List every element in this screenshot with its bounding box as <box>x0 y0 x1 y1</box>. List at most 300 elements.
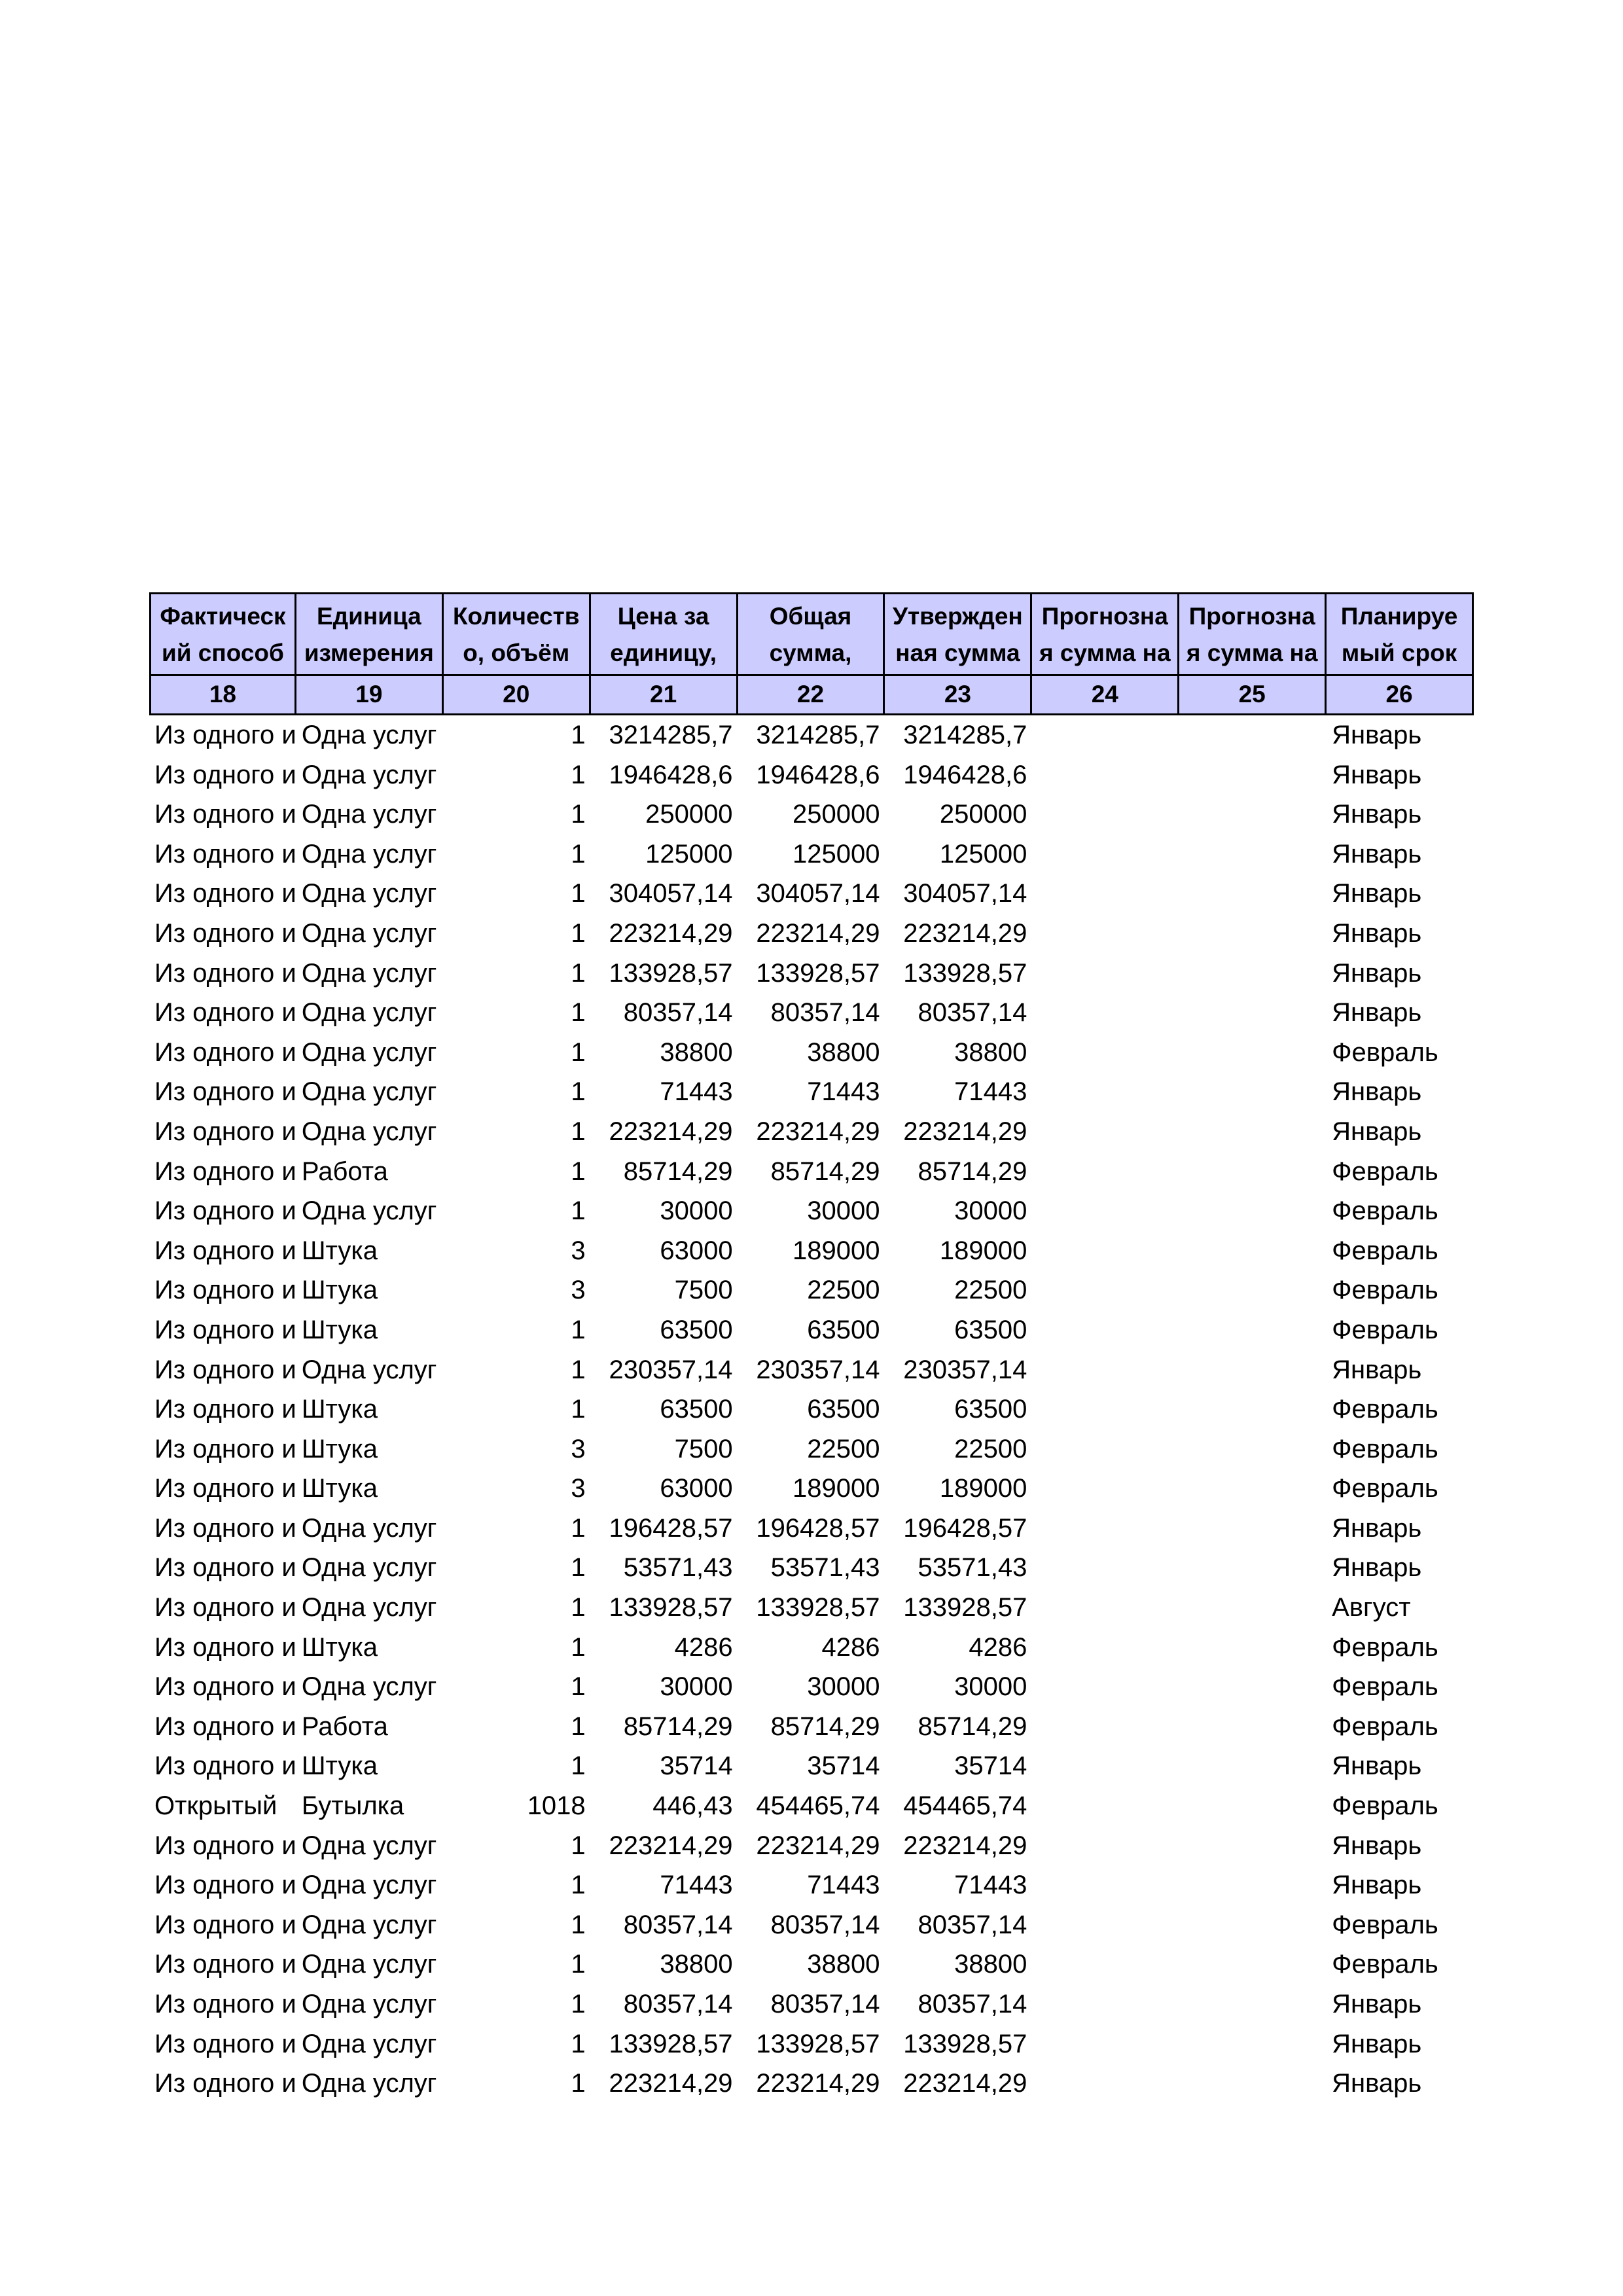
table-cell: Работа <box>301 1157 388 1186</box>
column-number-cell: 19 <box>296 676 444 715</box>
table-cell: Одна услуг <box>301 1117 437 1146</box>
table-cell: Одна услуг <box>301 1990 437 2018</box>
table-cell: Январь <box>1332 1990 1422 2018</box>
table-cell: 1 <box>571 1593 586 1623</box>
table-cell <box>1179 2064 1327 2104</box>
table-row <box>149 795 1474 834</box>
table-cell: 223214,29 <box>609 1831 733 1860</box>
header-cell <box>1032 592 1179 676</box>
table-cell: Из одного и <box>154 1593 296 1623</box>
table-cell <box>1032 1469 1179 1509</box>
table-cell: 133928,57 <box>903 2029 1027 2058</box>
table-cell: 1 <box>571 839 586 869</box>
table-cell: 80357,14 <box>623 1910 733 1939</box>
table-row <box>149 1310 1474 1350</box>
table-row <box>149 1270 1474 1310</box>
table-row <box>149 1231 1474 1271</box>
table-cell <box>1032 715 1179 755</box>
table-cell <box>1179 1072 1327 1112</box>
table-cell: 133928,57 <box>609 958 733 988</box>
table-cell <box>1179 1310 1327 1350</box>
table-row <box>149 1191 1474 1231</box>
column-number-cell: 23 <box>885 676 1032 715</box>
header-cell-line: Утвержден <box>893 603 1023 630</box>
table-cell: Январь <box>1332 800 1422 829</box>
table-cell: 53571,43 <box>623 1553 733 1583</box>
table-cell: 1 <box>571 918 586 948</box>
header-cell-line: Общая <box>769 603 852 630</box>
table-cell: Одна услуг <box>301 1553 437 1583</box>
table-cell: 38800 <box>807 1950 880 1979</box>
table-row <box>149 1548 1474 1588</box>
table-row <box>149 1905 1474 1945</box>
table-cell: 63500 <box>954 1315 1027 1344</box>
table-cell: 196428,57 <box>903 1513 1027 1543</box>
table-cell <box>1179 1112 1327 1152</box>
table-cell: 22500 <box>807 1434 880 1463</box>
table-cell <box>1179 874 1327 914</box>
column-number-cell: 20 <box>444 676 591 715</box>
table-cell: Одна услуг <box>301 839 437 869</box>
column-number-cell: 25 <box>1179 676 1327 715</box>
table-cell: 1 <box>571 1712 586 1741</box>
table-cell: Из одного и <box>154 760 296 789</box>
table-cell: Из одного и <box>154 1434 296 1463</box>
table-cell: 223214,29 <box>756 2069 880 2098</box>
table-cell: 223214,29 <box>903 1831 1027 1860</box>
header-cell <box>738 592 885 676</box>
header-cell <box>885 592 1032 676</box>
table-cell: Январь <box>1332 2029 1422 2058</box>
table-cell: Февраль <box>1332 1712 1438 1741</box>
table-cell: Из одного и <box>154 1632 296 1662</box>
table-cell <box>1032 795 1179 834</box>
table-cell: 30000 <box>660 1196 733 1226</box>
table-cell: 38800 <box>954 1950 1027 1979</box>
table-row <box>149 755 1474 795</box>
table-cell <box>1032 874 1179 914</box>
table-cell: Из одного и <box>154 721 296 749</box>
table-row <box>149 914 1474 954</box>
table-cell: Из одного и <box>154 1157 296 1186</box>
table-cell: Из одного и <box>154 1712 296 1741</box>
table-cell: Из одного и <box>154 1276 296 1305</box>
header-cell <box>591 592 738 676</box>
table-cell <box>1032 1548 1179 1588</box>
table-cell: 80357,14 <box>623 1990 733 2018</box>
table-cell <box>1032 755 1179 795</box>
table-cell <box>1179 1826 1327 1866</box>
table-cell: Штука <box>301 1474 378 1503</box>
table-row <box>149 1390 1474 1429</box>
table-cell: 38800 <box>660 1037 733 1067</box>
table-cell <box>1179 715 1327 755</box>
table-cell: Февраль <box>1332 1434 1438 1463</box>
header-cell <box>444 592 591 676</box>
table-cell: 30000 <box>807 1196 880 1226</box>
table-cell: Из одного и <box>154 1950 296 1979</box>
table-cell: 1 <box>571 1395 586 1424</box>
table-cell <box>1032 954 1179 994</box>
table-cell: Одна услуг <box>301 1672 437 1702</box>
table-cell: 230357,14 <box>903 1355 1027 1384</box>
column-number-cell: 22 <box>738 676 885 715</box>
table-cell: Январь <box>1332 918 1422 948</box>
header-cell-line: единицу, <box>610 639 717 666</box>
table-cell: Одна услуг <box>301 721 437 749</box>
table-cell: 3214285,7 <box>609 721 733 749</box>
table-cell: Одна услуг <box>301 879 437 908</box>
table-cell: Одна услуг <box>301 2069 437 2098</box>
table-cell: Штука <box>301 1276 378 1305</box>
table-cell <box>1179 1191 1327 1231</box>
table-cell: Штука <box>301 1236 378 1265</box>
table-row <box>149 1786 1474 1826</box>
table-cell: 53571,43 <box>770 1553 880 1583</box>
table-cell: 3214285,7 <box>756 721 880 749</box>
table-cell <box>1179 2024 1327 2064</box>
table-row <box>149 1588 1474 1628</box>
table-cell: 1 <box>571 760 586 789</box>
header-cell-line: сумма, <box>769 639 852 666</box>
header-cell-line: о, объём <box>463 639 570 666</box>
table-cell: 223214,29 <box>756 918 880 948</box>
table-row <box>149 1469 1474 1509</box>
table-cell: 30000 <box>807 1672 880 1702</box>
table-cell <box>1179 1469 1327 1509</box>
table-cell: Январь <box>1332 760 1422 789</box>
table-cell: Одна услуг <box>301 1077 437 1107</box>
table-cell: 71443 <box>807 1077 880 1107</box>
table-row <box>149 1112 1474 1152</box>
table-cell: 1 <box>571 1751 586 1781</box>
table-cell: 63500 <box>807 1315 880 1344</box>
table-cell: 223214,29 <box>756 1831 880 1860</box>
table-cell <box>1179 1033 1327 1073</box>
table-row <box>149 1826 1474 1866</box>
header-cell-line: ная сумма <box>895 639 1020 666</box>
table-cell: 4286 <box>674 1632 733 1662</box>
table-cell <box>1179 1548 1327 1588</box>
table-cell: 223214,29 <box>756 1117 880 1146</box>
table-cell: 22500 <box>954 1276 1027 1305</box>
table-row <box>149 715 1474 755</box>
table-cell: 250000 <box>939 800 1027 829</box>
table-cell: Одна услуг <box>301 1355 437 1384</box>
table-row <box>149 1984 1474 2024</box>
table-cell: 7500 <box>674 1276 733 1305</box>
table-cell: Из одного и <box>154 879 296 908</box>
table-cell <box>1032 1270 1179 1310</box>
table-row <box>149 2024 1474 2064</box>
table-cell <box>1179 993 1327 1033</box>
table-cell <box>1032 1905 1179 1945</box>
table-cell: 133928,57 <box>903 1593 1027 1623</box>
table-cell <box>1179 1270 1327 1310</box>
table-cell: Штука <box>301 1395 378 1424</box>
table-cell: Из одного и <box>154 1513 296 1543</box>
table-cell <box>1179 1628 1327 1668</box>
table-cell <box>1179 1667 1327 1707</box>
table-cell <box>1032 1984 1179 2024</box>
header-cell-line: Фактическ <box>160 603 286 630</box>
table-cell: Февраль <box>1332 1315 1438 1344</box>
table-cell: 1 <box>571 879 586 908</box>
header-cell <box>1327 592 1474 676</box>
table-cell: 1 <box>571 1831 586 1860</box>
table-cell: 63500 <box>807 1395 880 1424</box>
header-cell-line: Единица <box>316 603 421 630</box>
table-cell: 3214285,7 <box>903 721 1027 749</box>
table-cell: Одна услуг <box>301 1593 437 1623</box>
table-cell: 125000 <box>645 839 733 869</box>
table-cell: 304057,14 <box>756 879 880 908</box>
table-cell <box>1032 1826 1179 1866</box>
table-cell: Январь <box>1332 879 1422 908</box>
table-row <box>149 1152 1474 1192</box>
table-cell: 3 <box>571 1434 586 1463</box>
table-cell: Февраль <box>1332 1395 1438 1424</box>
table-cell <box>1032 2064 1179 2104</box>
table-cell: Из одного и <box>154 958 296 988</box>
table-cell: Одна услуг <box>301 2029 437 2058</box>
table-cell: 63500 <box>954 1395 1027 1424</box>
table-cell: Из одного и <box>154 1474 296 1503</box>
table-cell: 53571,43 <box>918 1553 1027 1583</box>
table-cell: 1 <box>571 721 586 749</box>
table-cell: 223214,29 <box>903 1117 1027 1146</box>
table-cell: Из одного и <box>154 1395 296 1424</box>
table-cell: Из одного и <box>154 1037 296 1067</box>
table-cell <box>1032 1152 1179 1192</box>
table-cell: Январь <box>1332 1831 1422 1860</box>
table-cell: 133928,57 <box>756 958 880 988</box>
table-cell: 30000 <box>954 1672 1027 1702</box>
table-cell: Февраль <box>1332 1672 1438 1702</box>
table-cell <box>1179 1865 1327 1905</box>
table-cell: 80357,14 <box>770 998 880 1028</box>
table-cell: 446,43 <box>652 1791 733 1821</box>
table-cell: 189000 <box>939 1236 1027 1265</box>
table-row <box>149 1746 1474 1786</box>
table-cell <box>1032 1509 1179 1549</box>
table-cell: 133928,57 <box>609 1593 733 1623</box>
table-cell <box>1179 1429 1327 1469</box>
table-cell: Январь <box>1332 998 1422 1028</box>
table-cell: 133928,57 <box>903 958 1027 988</box>
table-cell: Январь <box>1332 1117 1422 1146</box>
table-cell <box>1032 1865 1179 1905</box>
table-cell: 1 <box>571 1513 586 1543</box>
table-cell: 3 <box>571 1474 586 1503</box>
table-row <box>149 874 1474 914</box>
table-cell: 85714,29 <box>918 1157 1027 1186</box>
table-cell <box>1179 1390 1327 1429</box>
table-cell: 1 <box>571 1315 586 1344</box>
table-cell: Февраль <box>1332 1236 1438 1265</box>
table-cell: 71443 <box>660 1077 733 1107</box>
table-cell: Одна услуг <box>301 800 437 829</box>
header-cell-line: Прогнозна <box>1041 603 1168 630</box>
table-row <box>149 1429 1474 1469</box>
table-cell: Одна услуг <box>301 1910 437 1939</box>
table-row <box>149 993 1474 1033</box>
table-cell: Из одного и <box>154 2029 296 2058</box>
table-cell: Из одного и <box>154 839 296 869</box>
table-cell: 85714,29 <box>770 1712 880 1741</box>
table-cell: 85714,29 <box>623 1157 733 1186</box>
table-cell: 196428,57 <box>756 1513 880 1543</box>
table-cell: Из одного и <box>154 1553 296 1583</box>
table-cell: 1 <box>571 1077 586 1107</box>
table-cell: 454465,74 <box>756 1791 880 1821</box>
table-cell: 133928,57 <box>609 2029 733 2058</box>
table-cell: 22500 <box>807 1276 880 1305</box>
table-cell: 1 <box>571 1117 586 1146</box>
table-cell: 223214,29 <box>903 918 1027 948</box>
header-cell-line: ий способ <box>162 639 284 666</box>
table-row <box>149 2064 1474 2104</box>
table-cell <box>1032 1310 1179 1350</box>
table-cell: Одна услуг <box>301 1196 437 1226</box>
table-cell: Январь <box>1332 2069 1422 2098</box>
table-cell: 80357,14 <box>918 1910 1027 1939</box>
table-cell: 80357,14 <box>623 998 733 1028</box>
table-cell: 1 <box>571 1672 586 1702</box>
table-cell: Январь <box>1332 721 1422 749</box>
table-cell: Из одного и <box>154 1751 296 1781</box>
table-cell: 250000 <box>645 800 733 829</box>
table-cell: 304057,14 <box>609 879 733 908</box>
table-cell: 85714,29 <box>918 1712 1027 1741</box>
table-cell: Февраль <box>1332 1950 1438 1979</box>
table-cell: Штука <box>301 1751 378 1781</box>
table-cell: 230357,14 <box>609 1355 733 1384</box>
table-cell: Из одного и <box>154 1196 296 1226</box>
table-cell: 1 <box>571 1632 586 1662</box>
table-cell: Из одного и <box>154 1672 296 1702</box>
table-cell <box>1179 914 1327 954</box>
table-cell: Январь <box>1332 1077 1422 1107</box>
table-cell: 1 <box>571 958 586 988</box>
table-cell <box>1032 834 1179 874</box>
table-cell <box>1032 1350 1179 1390</box>
table-cell <box>1179 1152 1327 1192</box>
table-cell: 85714,29 <box>623 1712 733 1741</box>
table-cell <box>1032 1746 1179 1786</box>
table-cell: Февраль <box>1332 1791 1438 1821</box>
table-cell: 63500 <box>660 1395 733 1424</box>
table-cell: Одна услуг <box>301 958 437 988</box>
table-cell: 3 <box>571 1236 586 1265</box>
table-cell: 38800 <box>954 1037 1027 1067</box>
table-cell <box>1032 1667 1179 1707</box>
table-cell: Из одного и <box>154 1236 296 1265</box>
table-cell: Одна услуг <box>301 1831 437 1860</box>
table-cell: Февраль <box>1332 1910 1438 1939</box>
table-cell: 223214,29 <box>609 1117 733 1146</box>
table-cell: Январь <box>1332 839 1422 869</box>
table-cell: Бутылка <box>301 1791 404 1821</box>
table-cell: 30000 <box>954 1196 1027 1226</box>
table-cell: Январь <box>1332 1871 1422 1900</box>
table-row <box>149 1509 1474 1549</box>
table-cell: Одна услуг <box>301 1513 437 1543</box>
table-cell: Одна услуг <box>301 1037 437 1067</box>
table-cell: Январь <box>1332 958 1422 988</box>
table-cell: 230357,14 <box>756 1355 880 1384</box>
table-cell: Февраль <box>1332 1474 1438 1503</box>
header-cell-line: я сумма на <box>1039 639 1171 666</box>
table-cell: Штука <box>301 1434 378 1463</box>
table-cell: 125000 <box>792 839 880 869</box>
table-cell <box>1032 1588 1179 1628</box>
table-cell: 1 <box>571 998 586 1028</box>
header-cell-line: мый срок <box>1341 639 1457 666</box>
table-cell: 38800 <box>660 1950 733 1979</box>
table-cell: Из одного и <box>154 1355 296 1384</box>
table-cell <box>1032 1231 1179 1271</box>
table-cell: 35714 <box>954 1751 1027 1781</box>
table-cell: 80357,14 <box>918 998 1027 1028</box>
table-cell: Из одного и <box>154 1077 296 1107</box>
table-cell: 1 <box>571 1990 586 2018</box>
table-cell: 7500 <box>674 1434 733 1463</box>
table-cell <box>1179 1945 1327 1984</box>
table-cell: Из одного и <box>154 800 296 829</box>
table-cell <box>1032 1707 1179 1747</box>
spreadsheet-table <box>149 592 1474 2104</box>
table-cell: Февраль <box>1332 1632 1438 1662</box>
table-row <box>149 1707 1474 1747</box>
table-cell <box>1179 1786 1327 1826</box>
table-cell: 63000 <box>660 1236 733 1265</box>
table-cell: 1 <box>571 1355 586 1384</box>
table-cell: Январь <box>1332 1355 1422 1384</box>
table-cell: 3 <box>571 1276 586 1305</box>
table-cell: 1 <box>571 1157 586 1186</box>
table-cell: Январь <box>1332 1513 1422 1543</box>
table-cell: Одна услуг <box>301 760 437 789</box>
table-cell: Из одного и <box>154 1117 296 1146</box>
table-cell: 63000 <box>660 1474 733 1503</box>
table-cell: 1946428,6 <box>756 760 880 789</box>
table-cell <box>1179 1746 1327 1786</box>
table-row <box>149 1667 1474 1707</box>
table-cell <box>1179 1231 1327 1271</box>
table-row <box>149 1350 1474 1390</box>
table-cell: Февраль <box>1332 1157 1438 1186</box>
table-cell: 1 <box>571 1871 586 1900</box>
table-cell <box>1032 993 1179 1033</box>
table-cell: 1 <box>571 2029 586 2058</box>
table-cell <box>1032 1628 1179 1668</box>
table-cell: 38800 <box>807 1037 880 1067</box>
table-cell: Одна услуг <box>301 1871 437 1900</box>
table-cell <box>1179 755 1327 795</box>
table-cell <box>1032 1786 1179 1826</box>
table-cell: 189000 <box>939 1474 1027 1503</box>
table-cell <box>1179 1509 1327 1549</box>
table-cell: Штука <box>301 1315 378 1344</box>
table-row <box>149 954 1474 994</box>
table-cell: 196428,57 <box>609 1513 733 1543</box>
table-row <box>149 1945 1474 1984</box>
table-cell: 80357,14 <box>770 1910 880 1939</box>
table-cell: Из одного и <box>154 1990 296 2018</box>
table-cell: Из одного и <box>154 1871 296 1900</box>
table-cell <box>1032 2024 1179 2064</box>
